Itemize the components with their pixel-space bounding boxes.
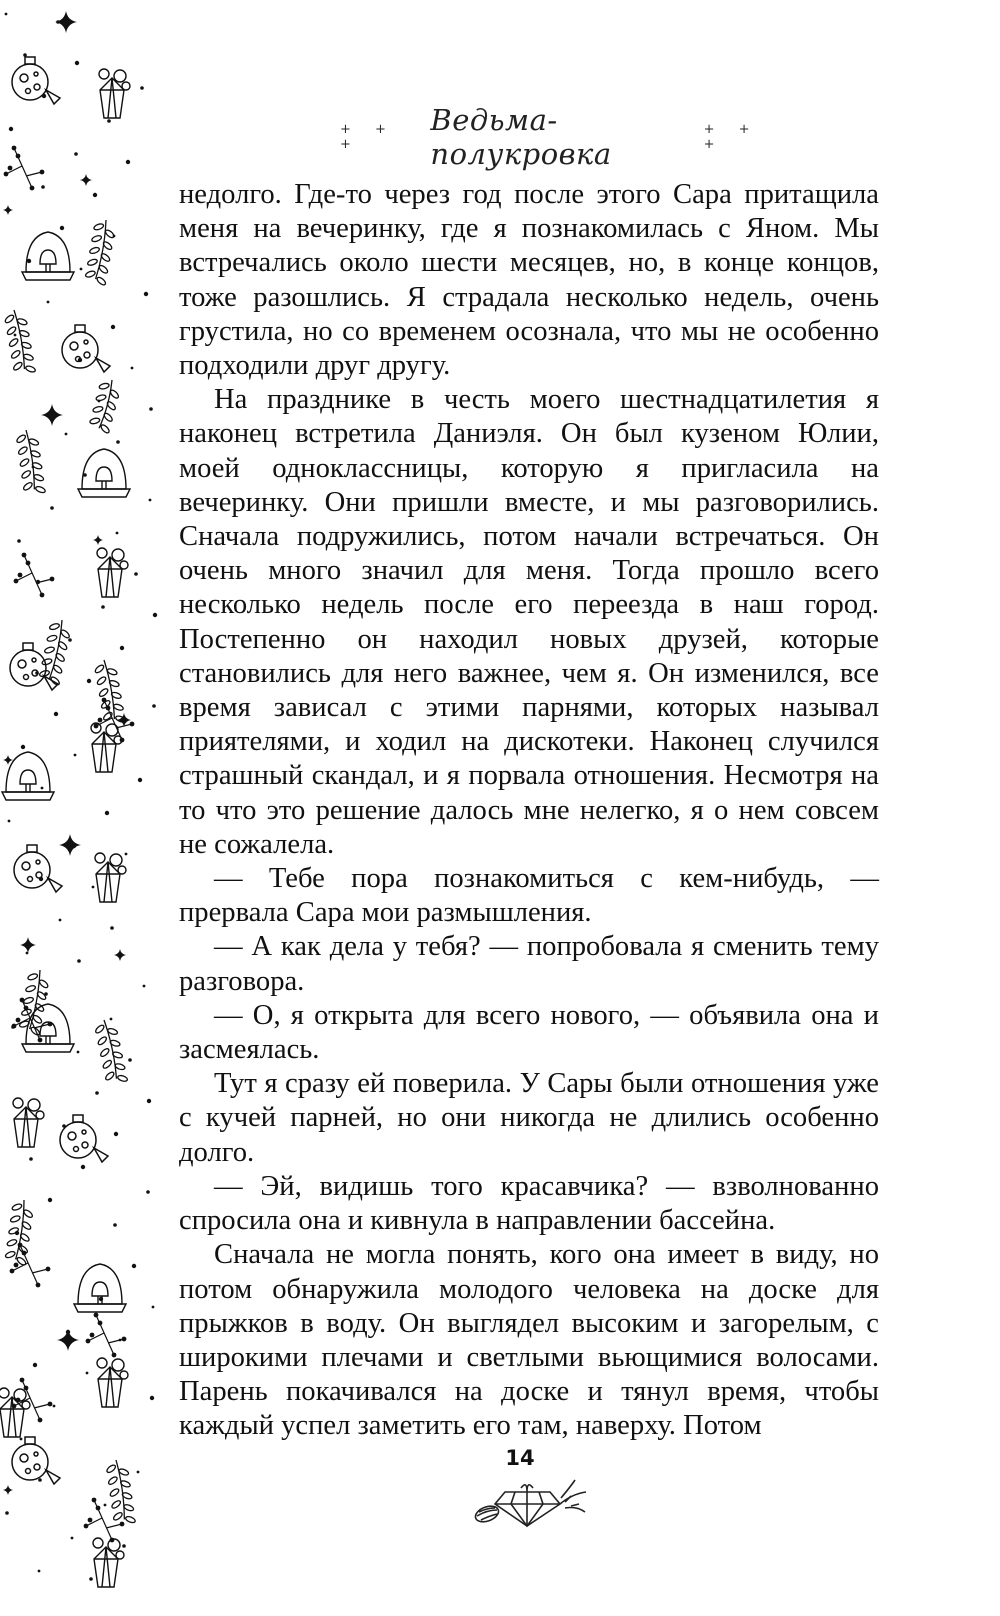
mushroom-dome-icon — [78, 449, 130, 497]
paragraph: — Эй, видишь того красавчика? — взволнованно спросила она и кивнула в направлении бассейна. — [179, 1170, 879, 1237]
header-stars-left: + + + — [340, 122, 396, 152]
ornament-ball-icon — [62, 325, 110, 372]
paragraph: На празднике в честь моего шестнадцатилетия я наконец встретила Даниэля. Он был кузеном Юлии, моей одноклассницы, которую я пригласила на вечеринку. Они пришли вместе, и мы разговорились. Сначала подружились, потом начали встречаться. Он очень много значил для меня. Тогда прошло всего несколько недель после его переезда в наш город. Постепенно он находил новых друзей, которые становились для него важнее, чем я. Он изменился, все время зависал с этими парнями, которых называл приятелями, и ходил на дискотеки. Наконец случился страшный скандал, и я порвала отношения. Несмотря на то что это решение далось мне нелегко, я о нем совсем не сожалела. — [179, 384, 879, 860]
berry-sprig-icon — [86, 1313, 127, 1358]
star-icon — [93, 535, 103, 545]
berry-sprig-icon — [14, 553, 55, 598]
star-icon — [59, 834, 81, 856]
paragraph: — О, я открыта для всего нового, — объявила она и засмеялась. — [179, 999, 879, 1066]
sprig-icon — [93, 1018, 129, 1087]
sprig-icon — [37, 618, 73, 687]
crystal-bouquet-icon — [93, 1538, 124, 1587]
body-text — [179, 178, 879, 1444]
paragraph: недолго. Где-то через год после этого Сара притащила меня на вечеринку, где я познакомилась с Яном. Мы встречались около шести месяцев, но, в конце концов, тоже разошлись. Я страдала несколько недель, очень грустила, но со временем осознала, что мы не особенно подходили друг другу. — [179, 179, 879, 382]
star-icon — [20, 937, 36, 953]
book-title: Ведьма-полукровка — [430, 103, 612, 171]
ornament-ball-icon — [14, 845, 62, 892]
crystal-bouquet-icon — [97, 1358, 128, 1407]
header-stars-right: + + + — [703, 122, 760, 152]
ornament-ball-icon — [10, 643, 58, 690]
crystal-bouquet-icon — [97, 548, 128, 597]
star-icon — [80, 174, 92, 186]
sprig-icon — [15, 428, 47, 496]
berry-sprig-icon — [12, 1378, 53, 1423]
sprig-icon — [3, 308, 37, 377]
crystal-bouquet-icon — [0, 1388, 30, 1437]
paragraph: Сначала не могла понять, кого она имеет в виду, но потом обнаружила молодого человека на доске для прыжков в воду. Он выглядел высоким и загорелым, с широкими плечами и светлыми вьющимися волосами. Парень покачивался на доске и тянул время, чтобы каждый успел заметить его там, наверху. Потом — [179, 1239, 879, 1442]
star-icon — [41, 404, 63, 426]
sprig-icon — [87, 377, 123, 435]
decorative-border — [0, 0, 160, 1616]
crystal-bouquet-icon — [95, 853, 126, 902]
mushroom-dome-icon — [22, 232, 74, 280]
ornament-ball-icon — [12, 1437, 60, 1484]
ornament-ball-icon — [12, 57, 60, 104]
page-number: 14 — [505, 1446, 535, 1470]
crystal-bouquet-icon — [13, 1098, 44, 1147]
gift-crystal-ornament-icon — [465, 1478, 595, 1538]
paragraph: — А как дела у тебя? — попробовала я сменить тему разговора. — [179, 931, 879, 997]
paragraph: Тут я сразу ей поверила. У Сары были отношения уже с кучей парней, но они никогда не длились особенно долго. — [179, 1068, 879, 1168]
sprig-icon — [93, 658, 127, 727]
star-icon — [3, 205, 13, 215]
paragraph: — Тебе пора познакомиться с кем-нибудь, — прервала Сара мои размышления. — [179, 863, 879, 929]
star-icon — [3, 1485, 13, 1495]
sprig-icon — [83, 218, 117, 287]
running-header — [340, 103, 780, 171]
berry-sprig-icon — [10, 1243, 51, 1288]
ornament-ball-icon — [60, 1115, 108, 1162]
berry-sprig-icon — [4, 146, 45, 191]
mushroom-dome-icon — [74, 1264, 126, 1312]
star-icon — [114, 949, 126, 961]
crystal-bouquet-icon — [99, 69, 130, 118]
sprig-icon — [3, 1198, 35, 1266]
sprig-icon — [105, 1458, 137, 1526]
